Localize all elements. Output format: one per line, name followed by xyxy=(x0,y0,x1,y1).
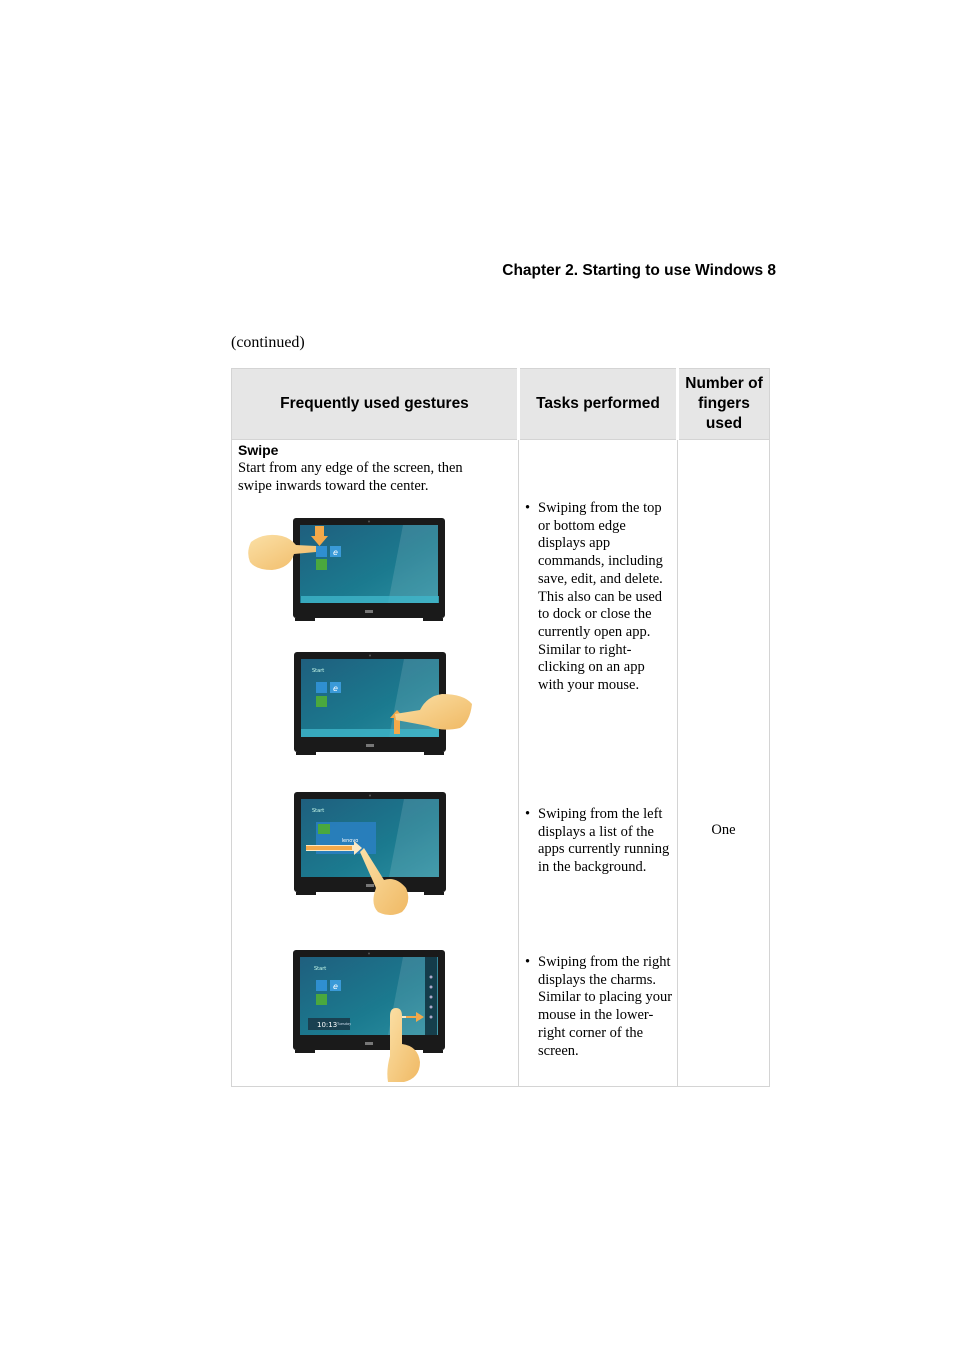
start-label: Start xyxy=(312,668,325,674)
tasks-cell xyxy=(519,440,678,1087)
clock-caption: Tuesday xyxy=(337,1022,352,1026)
task-item-left: • Swiping from the left displays a list of the apps currently running in the background. xyxy=(525,806,673,877)
swipe-right-illustration xyxy=(292,950,452,1085)
gesture-name: Swipe xyxy=(238,442,279,458)
gesture-cell xyxy=(232,440,519,1087)
svg-text:Start: Start xyxy=(312,808,325,814)
table-row xyxy=(232,440,770,1087)
table-header-row xyxy=(232,369,770,440)
header-fingers: Number of fingers used xyxy=(678,369,770,440)
fingers-value: One xyxy=(711,822,736,838)
chapter-heading: Chapter 2. Starting to use Windows 8 xyxy=(502,262,776,279)
clock-label: 10:13 xyxy=(317,1021,338,1029)
continued-label: (continued) xyxy=(231,334,305,351)
task-text: Swiping from the left displays a list of the apps currently running in the background. xyxy=(538,806,670,876)
task-text: Swiping from the right displays the charms. Similar to placing your mouse in the lower-right corner of the screen. xyxy=(538,954,673,1059)
svg-text:e: e xyxy=(333,982,338,991)
swipe-top-illustration xyxy=(246,518,446,626)
svg-text:e: e xyxy=(333,548,338,557)
svg-text:Start: Start xyxy=(314,966,327,972)
swipe-left-illustration xyxy=(292,792,477,920)
svg-text:e: e xyxy=(333,684,338,693)
fingers-cell xyxy=(678,440,770,1087)
task-text: Swiping from the top or bottom edge displays app commands, including save, edit, and delete. This also can be used to dock or close the currently open app. Similar to right-clicking on an app with your mouse. xyxy=(538,500,663,694)
app-label: lenovo xyxy=(341,838,359,844)
swipe-bottom-illustration xyxy=(292,652,477,760)
header-gestures: Frequently used gestures xyxy=(232,369,519,440)
gesture-description: Start from any edge of the screen, then swipe inwards toward the center. xyxy=(238,460,463,494)
header-tasks: Tasks performed xyxy=(519,369,678,440)
task-item-top-bottom: • Swiping from the top or bottom edge displays app commands, including save, edit, and delete. This also can be used to dock or close the currently open app. Similar to right-clicking on an app with your mouse. xyxy=(525,500,673,695)
task-item-right: • Swiping from the right displays the charms. Similar to placing your mouse in the lower-right corner of the screen. xyxy=(525,954,673,1059)
gesture-table xyxy=(231,368,770,1087)
